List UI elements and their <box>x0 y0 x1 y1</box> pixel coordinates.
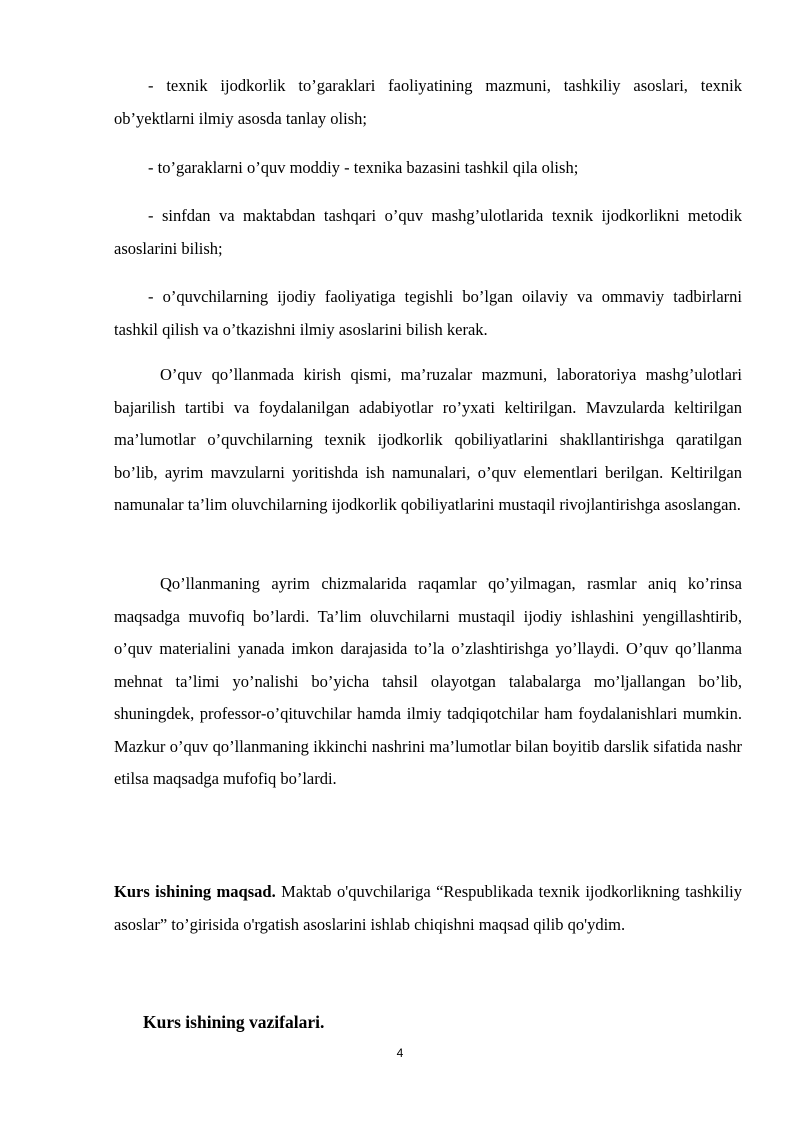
paragraph-competency-circles: - texnik ijodkorlik to’garaklari faoliyatining mazmuni, tashkiliy asoslari, texnik ob’yektlarni ilmiy asosda tanlay olish; <box>114 76 742 128</box>
section-heading-tasks: Kurs ishining vazifalari. <box>143 1012 325 1032</box>
paragraph-competency-methods: - sinfdan va maktabdan tashqari o’quv mashg’ulotlarida texnik ijodkorlikni metodik asoslarini bilish; <box>114 206 742 258</box>
paragraph-manual-review: Qo’llanmaning ayrim chizmalarida raqamlar qo’yilmagan, rasmlar aniq ko’rinsa maqsadga muvofiq bo’lardi. Ta’lim oluvchilarni mustaqil ijodiy ishlashini yengillashtirib, o’quv materialini yanada imkon darajasida to’la o’zlashtirishga yo’llaydi. O’quv qo’llanma mehnat ta’limi yo’nalishi bo’yicha tahsil olayotgan talabalarga mo’ljallangan bo’lib, shuningdek, professor-o’qituvchilar hamda ilmiy tadqiqotchilar ham foydalanishlari mumkin. Mazkur o’quv qo’llanmaning ikkinchi nashrini ma’lumotlar bilan boyitib darslik sifatida nashr etilsa maqsadga mufofiq bo’lardi. <box>114 574 742 788</box>
paragraph-manual-structure: O’quv qo’llanmada kirish qismi, ma’ruzalar mazmuni, laboratoriya mashg’ulotlari bajarilish tartibi va foydalanilgan adabiyotlar ro’yxati keltirilgan. Mavzularda keltirilgan ma’lumotlar o’quvchilarning texnik ijodkorlik qobiliyatlarini shakllantirishga qaratilgan bo’lib, ayrim mavzularni yoritishda ish namunalari, o’quv elementlari berilgan. Keltirilgan namunalar ta’lim oluvchilarning ijodkorlik qobiliyatlarini mustaqil rivojlantirishga asoslangan. <box>114 365 742 514</box>
paragraph-competency-base: - to’garaklarni o’quv moddiy - texnika bazasini tashkil qila olish; <box>148 158 579 177</box>
paragraph-competency-events: - o’quvchilarning ijodiy faoliyatiga tegishli bo’lgan oilaviy va ommaviy tadbirlarni tashkil qilish va o’tkazishni ilmiy asoslarini bilish kerak. <box>114 287 742 339</box>
page-number: 4 <box>396 1046 404 1060</box>
paragraph-course-goal <box>114 876 742 941</box>
course-goal-text: Maktab o'quvchilariga “Respublikada texnik ijodkorlikning tashkiliy asoslar” to’girisida o'rgatish asoslarini ishlab chiqishni maqsad qilib qo'ydim. <box>114 882 742 934</box>
course-goal-label: Kurs ishining maqsad. <box>114 882 276 901</box>
